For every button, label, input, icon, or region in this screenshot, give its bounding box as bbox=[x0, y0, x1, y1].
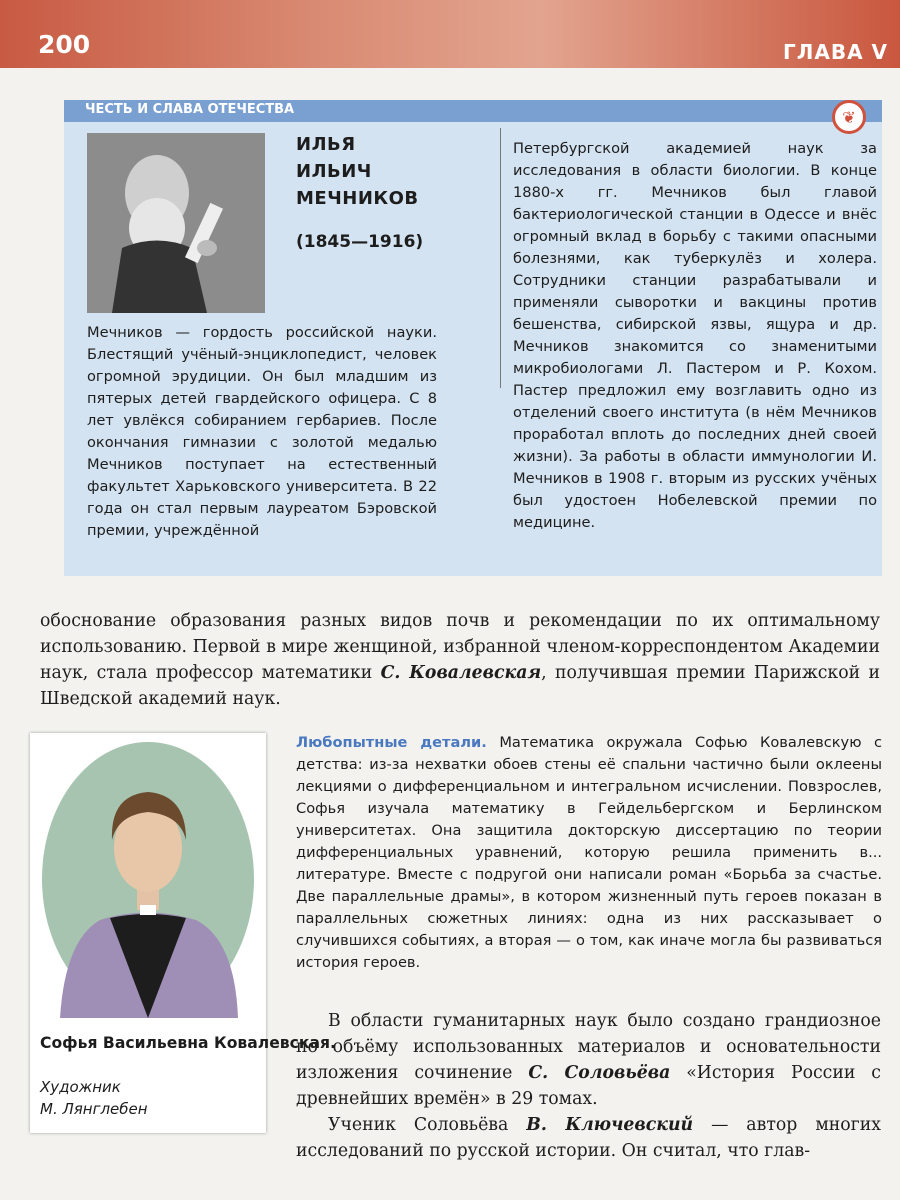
page-header-band bbox=[0, 0, 900, 68]
text-run: В области гуманитарных наук было создано грандиозное по объёму использованных материалов и основательности изложения сочинение bbox=[296, 1011, 881, 1083]
column-divider bbox=[500, 128, 501, 388]
main-text-continued bbox=[296, 1008, 881, 1164]
paragraph bbox=[296, 1112, 881, 1164]
portrait-caption-artist bbox=[40, 1076, 148, 1120]
caption-line: Художник bbox=[40, 1078, 121, 1096]
portrait-caption-name: Софья Васильевна Ковалевская. bbox=[40, 1034, 336, 1052]
biography-text-left: Мечников — гордость российской науки. Блестящий учёный-энциклопедист, человек огромной эрудиции. Он был младшим из пятерых детей гвардейского офицера. С 8 лет увлёкся собиранием гербариев. После окончания гимназии с золотой медалью Мечников поступает на естественный факультет Харьковского университета. В 22 года он стал первым лауреатом Бэровской премии, учреждённой bbox=[87, 324, 437, 539]
life-dates: (1845—1916) bbox=[296, 232, 424, 252]
page-number: 200 bbox=[38, 30, 91, 59]
text-run: , получившая премии Парижской и Шведской академий наук. bbox=[40, 663, 880, 709]
text-run: обоснование образования разных видов почв и рекомендации по их оптимальному использованию. Первой в мире женщиной, избранной членом-корреспондентом Академии наук, стала профессор математики bbox=[40, 611, 880, 683]
person-name bbox=[296, 131, 419, 212]
person-name-inline: В. Ключевский bbox=[526, 1115, 694, 1135]
text-run: «История России с древнейших времён» в 29 томах. bbox=[296, 1063, 881, 1109]
name-line: ИЛЬИЧ bbox=[296, 161, 372, 182]
caption-line: М. Лянглебен bbox=[40, 1100, 148, 1118]
mechnikov-portrait bbox=[87, 133, 265, 313]
curious-details-box bbox=[296, 732, 882, 974]
chapter-label: ГЛАВА V bbox=[783, 40, 888, 64]
biography-text-right: Петербургской академией наук за исследования в области биологии. В конце 1880-х гг. Мечников был главой бактериологической станции в Одессе и внёс огромный вклад в борьбу с такими опасными болезнями, как туберкулёз и холера. Сотрудники станции разрабатывали и применяли сыворотки и вакцины против бешенства, сибирской язвы, ящура и др. Мечников знакомится со знаменитыми микробиологами Л. Пастером и Р. Кохом. Пастер предложил ему возглавить одно из отделений своего института (в нём Мечников проработал вплоть до последних дней своей жизни). За работы в области иммунологии И. Мечников в 1908 г. вторым из русских учёных был удостоен Нобелевской премии по медицине. bbox=[513, 140, 877, 531]
text-run: — автор многих исследований по русской истории. Он считал, что глав- bbox=[296, 1115, 882, 1161]
text-run: Ученик Соловьёва bbox=[328, 1115, 527, 1135]
person-name-inline: С. Соловьёва bbox=[528, 1063, 671, 1083]
panel-title: ЧЕСТЬ И СЛАВА ОТЕЧЕСТВА bbox=[85, 102, 295, 117]
paragraph bbox=[296, 1008, 881, 1112]
laurel-icon: ❦ bbox=[832, 100, 866, 134]
person-name-inline: С. Ковалевская bbox=[380, 663, 542, 683]
kovalevskaya-portrait bbox=[40, 740, 256, 1018]
curious-details-text: Математика окружала Софью Ковалевскую с детства: из-за нехватки обоев стены её спальни частично были оклеены лекциями о дифференциальном и интегральном исчислении. Повзрослев, Софья изучала математику в Гейдельбергском и Берлинском университетах. Она защитила докторскую диссертацию по теории дифференциальных уравнений, которую решила применить в... литературе. Вместе с подругой они написали роман «Борьба за счастье. Две параллельные драмы», в котором жизненный путь героев показан в параллельных сюжетных линиях: одна из них рассказывает о случившихся событиях, а вторая — о том, как иначе могла бы развиваться история героев. bbox=[296, 734, 882, 971]
name-line: ИЛЬЯ bbox=[296, 134, 356, 155]
name-line: МЕЧНИКОВ bbox=[296, 188, 419, 209]
curious-details-heading: Любопытные детали. bbox=[296, 734, 487, 751]
main-text-paragraph bbox=[40, 608, 880, 712]
